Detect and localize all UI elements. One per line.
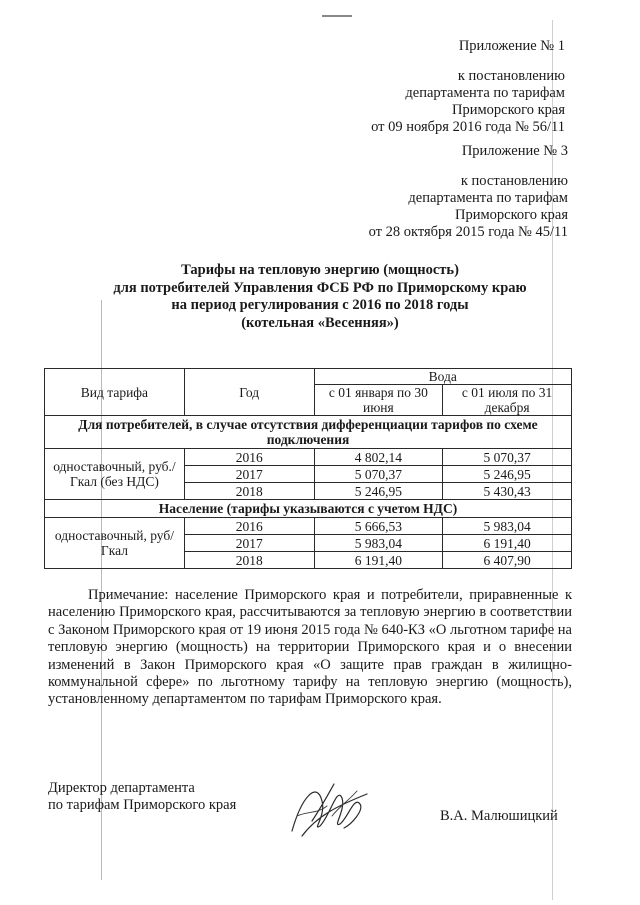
cell-value-h2: 6 191,40 [443, 535, 572, 552]
signatory-position-line: Директор департамента [48, 780, 195, 796]
annex-1-block [245, 38, 565, 136]
cell-year: 2017 [184, 466, 314, 483]
signatory-position-line: по тарифам Приморского края [48, 797, 237, 813]
header-water: Вода [314, 369, 571, 385]
annex-1-line: Приморского края [451, 102, 565, 118]
annex-3-line: департамента по тарифам [408, 190, 568, 206]
cell-value-h1: 4 802,14 [314, 449, 443, 466]
annex-3-line: Приморского края [454, 207, 568, 223]
section-1-title: Для потребителей, в случае отсутствия дифференциации тарифов по схеме подключения [45, 416, 572, 449]
cell-year: 2017 [184, 535, 314, 552]
annex-3-block [248, 143, 568, 241]
title-line: Тарифы на тепловую энергию (мощность) [181, 262, 459, 278]
cell-value-h1: 5 983,04 [314, 535, 443, 552]
header-year: Год [184, 369, 314, 416]
cell-value-h2: 6 407,90 [443, 552, 572, 569]
title-line: для потребителей Управления ФСБ РФ по Приморскому краю [113, 279, 527, 296]
title-line: на период регулирования с 2016 по 2018 годы [171, 297, 469, 313]
cell-value-h2: 5 246,95 [443, 466, 572, 483]
signatory-name: В.А. Малюшицкий [440, 808, 558, 824]
section-2-title: Население (тарифы указываются с учетом НДС) [45, 500, 572, 518]
annex-1-line: к постановлению [457, 68, 565, 84]
document-title [80, 262, 560, 332]
annex-3-title: Приложение № 3 [461, 143, 568, 159]
header-tariff-type: Вид тарифа [45, 369, 185, 416]
section-2-tariff-type: одноставочный, руб/Гкал [45, 518, 185, 569]
annex-3-line: от 28 октября 2015 года № 45/11 [368, 224, 568, 240]
cell-value-h1: 5 666,53 [314, 518, 443, 535]
scan-artifact-mark [322, 15, 352, 17]
cell-year: 2018 [184, 552, 314, 569]
annex-3-line: к постановлению [460, 173, 568, 189]
section-1-tariff-type: одноставочный, руб./Гкал (без НДС) [45, 449, 185, 500]
note-paragraph: Примечание: население Приморского края и потребители, приравненные к населению Приморского края, рассчитываются за тепловую энергию в соответствии с Законом Приморского края от 19 июня 2015 года № 640-КЗ «О льготном тарифе на тепловую энергию (мощность) на территории Приморского края и о внесении изменений в Закон Приморского края «О защите прав граждан в жилищно-коммунальной сфере» по льготному тарифу на тепловую энергию (мощность), установленному департаментом по тарифам Приморского края. [48, 587, 572, 708]
cell-value-h2: 5 983,04 [443, 518, 572, 535]
tariff-table [44, 368, 572, 569]
annex-1-line: департамента по тарифам [405, 85, 565, 101]
cell-value-h2: 5 070,37 [443, 449, 572, 466]
title-line: (котельная «Весенняя») [241, 314, 399, 331]
cell-value-h1: 5 246,95 [314, 483, 443, 500]
cell-value-h1: 5 070,37 [314, 466, 443, 483]
annex-1-line: от 09 ноября 2016 года № 56/11 [371, 119, 565, 135]
header-half-2: с 01 июля по 31 декабря [443, 385, 572, 416]
cell-year: 2018 [184, 483, 314, 500]
handwritten-signature-icon [282, 776, 372, 846]
cell-year: 2016 [184, 518, 314, 535]
cell-value-h1: 6 191,40 [314, 552, 443, 569]
annex-1-title: Приложение № 1 [458, 38, 565, 54]
cell-year: 2016 [184, 449, 314, 466]
header-half-1: с 01 января по 30 июня [314, 385, 443, 416]
signatory-position [48, 780, 236, 814]
cell-value-h2: 5 430,43 [443, 483, 572, 500]
